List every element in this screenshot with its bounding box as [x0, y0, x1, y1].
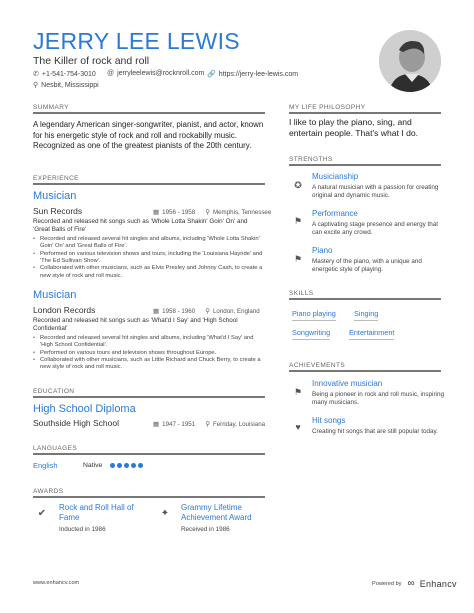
- section-title-summary: SUMMARY: [33, 104, 69, 111]
- section-title-awards: AWARDS: [33, 488, 64, 495]
- proficiency-dot: [110, 463, 115, 468]
- phone-icon: ✆: [33, 71, 39, 78]
- skill-tag: Singing: [354, 309, 378, 321]
- skill-tag: Entertainment: [349, 328, 394, 340]
- section-title-languages: LANGUAGES: [33, 445, 78, 452]
- skill-tag: Songwriting: [292, 328, 330, 340]
- calendar-icon: ▦: [153, 421, 160, 428]
- contact-phone[interactable]: [33, 70, 96, 78]
- flag-icon: ⚑: [293, 387, 303, 397]
- job-dates: 1956 - 1958: [162, 208, 196, 216]
- achievement-description: Creating hit songs that are still popular today.: [312, 428, 438, 435]
- contact-email[interactable]: [107, 70, 204, 77]
- section-divider: [33, 396, 265, 398]
- location-pin-icon: ⚲: [205, 421, 210, 428]
- profile-photo: [379, 30, 441, 92]
- section-title-philosophy: MY LIFE PHILOSOPHY: [289, 104, 366, 111]
- strength-description: Mastery of the piano, with a unique and energetic style of playing.: [312, 258, 422, 273]
- calendar-icon: ▦: [153, 209, 160, 216]
- section-divider: [33, 496, 265, 498]
- strength-title: Musicianship: [312, 172, 359, 181]
- website-text: https://jerry-lee-lewis.com: [218, 70, 299, 78]
- strength-title: Piano: [312, 246, 333, 255]
- section-title-strengths: STRENGTHS: [289, 156, 333, 163]
- award-title: Grammy Lifetime Achievement Award: [181, 503, 252, 522]
- heart-icon: ♥: [295, 422, 301, 432]
- company-name: London Records: [33, 305, 96, 315]
- link-icon: 🔗: [207, 71, 216, 78]
- job-description: Recorded and released hit songs such as 'Whole Lotta Shakin' Goin' On' and 'Great Balls of Fire': [33, 218, 248, 233]
- language-level: Native: [83, 462, 103, 469]
- job-title: Musician: [33, 190, 77, 202]
- award-title: Rock and Roll Hall of Fame: [59, 503, 134, 522]
- section-divider: [33, 183, 265, 185]
- award-subtitle: Inducted in 1986: [59, 526, 106, 533]
- phone-text: +1-541-754-3010: [41, 70, 96, 78]
- candidate-name: JERRY LEE LEWIS: [33, 28, 240, 54]
- calendar-icon: ▦: [153, 308, 160, 315]
- footer-powered-by[interactable]: [372, 578, 457, 589]
- job-description: Recorded and released hit songs such as 'What'd I Say' and 'High School Confidential': [33, 317, 238, 332]
- footer-site-link[interactable]: www.enhancv.com: [33, 580, 80, 586]
- language-name: English: [33, 461, 58, 470]
- list-item: • Collaborated with other musicians, such as Elvis Presley and Johnny Cash, to create a new style of rock and roll music.: [33, 265, 265, 279]
- achievement-title: Innovative musician: [312, 379, 383, 388]
- section-divider: [33, 453, 265, 455]
- job-title: Musician: [33, 289, 77, 301]
- section-divider: [289, 112, 441, 114]
- candidate-tagline: The Killer of rock and roll: [33, 55, 150, 67]
- skill-tag: Piano playing: [292, 309, 336, 321]
- location-pin-icon: ⚲: [33, 82, 39, 89]
- job-dates: 1958 - 1960: [162, 307, 196, 315]
- section-title-achievements: ACHIEVEMENTS: [289, 362, 346, 369]
- proficiency-dot: [131, 463, 136, 468]
- award-subtitle: Received in 1986: [181, 526, 230, 533]
- company-name: Sun Records: [33, 206, 83, 216]
- section-title-education: EDUCATION: [33, 388, 75, 395]
- contact-location: [33, 81, 99, 89]
- section-divider: [289, 164, 441, 166]
- contact-website[interactable]: [207, 70, 298, 78]
- list-item: • Performed on various tours and television shows throughout Europe.: [33, 350, 265, 357]
- enhancv-brand: Enhancv: [419, 578, 457, 589]
- flag-icon: ⚑: [293, 216, 303, 226]
- language-proficiency-dots: [110, 463, 143, 468]
- portrait-image: [379, 30, 441, 92]
- section-divider: [33, 112, 265, 114]
- section-divider: [289, 370, 441, 372]
- at-icon: @: [107, 70, 115, 77]
- job-bullets: [33, 335, 265, 372]
- list-item: • Performed on various television shows and tours, including the 'Louisiana Hayride' and 'The Ed Sullivan Show'.: [33, 251, 265, 265]
- achievement-description: Being a pioneer in rock and roll music, inspiring many musicians.: [312, 391, 444, 406]
- proficiency-dot: [138, 463, 143, 468]
- job-meta: [153, 208, 271, 216]
- job-bullets: [33, 236, 265, 280]
- email-text: jerryleelewis@rocknroll.com: [117, 70, 205, 77]
- education-meta: [153, 420, 265, 428]
- proficiency-dot: [117, 463, 122, 468]
- section-divider: [289, 298, 441, 300]
- education-location: Ferriday, Louisiana: [212, 420, 266, 428]
- list-item: • Recorded and released several hit singles and albums, including 'Whole Lotta Shakin' Goin' On' and 'Great Balls of Fire'.: [33, 236, 265, 250]
- location-pin-icon: ⚲: [205, 209, 210, 216]
- location-text: Nesbit, Mississippi: [41, 81, 99, 89]
- powered-by-text: Powered by: [372, 580, 402, 587]
- philosophy-text: I like to play the piano, sing, and entertain people. That's what I do.: [289, 117, 419, 138]
- job-location: Memphis, Tennessee: [212, 208, 272, 216]
- flag-icon: ⚑: [293, 254, 303, 264]
- education-dates: 1947 - 1951: [162, 420, 196, 428]
- strength-description: A captivating stage presence and energy that can excite any crowd.: [312, 221, 439, 236]
- achievement-title: Hit songs: [312, 416, 346, 425]
- location-pin-icon: ⚲: [205, 308, 210, 315]
- degree-title: High School Diploma: [33, 403, 136, 415]
- check-badge-icon: ✔: [37, 508, 47, 519]
- medal-icon: ✪: [294, 180, 302, 190]
- wand-icon: ✦: [160, 508, 170, 519]
- section-title-experience: EXPERIENCE: [33, 175, 79, 182]
- list-item: • Collaborated with other musicians, such as Little Richard and Chuck Berry, to create a new style of rock and roll music.: [33, 357, 265, 371]
- summary-text: A legendary American singer-songwriter, pianist, and actor, known for his energetic style of rock and roll and rockabilly music. Recognized as one of the greatest pianists of the 20th century.: [33, 120, 264, 151]
- job-location: London, England: [212, 307, 260, 315]
- strength-description: A natural musician with a passion for creating original and dynamic music.: [312, 184, 439, 199]
- section-title-skills: SKILLS: [289, 290, 314, 297]
- strength-title: Performance: [312, 209, 358, 218]
- enhancv-logo-icon: ∞: [407, 578, 415, 589]
- proficiency-dot: [124, 463, 129, 468]
- school-name: Southside High School: [33, 418, 120, 428]
- list-item: • Recorded and released several hit singles and albums, including 'What'd I Say' and 'High School Confidential'.: [33, 335, 265, 349]
- job-meta: [153, 307, 260, 315]
